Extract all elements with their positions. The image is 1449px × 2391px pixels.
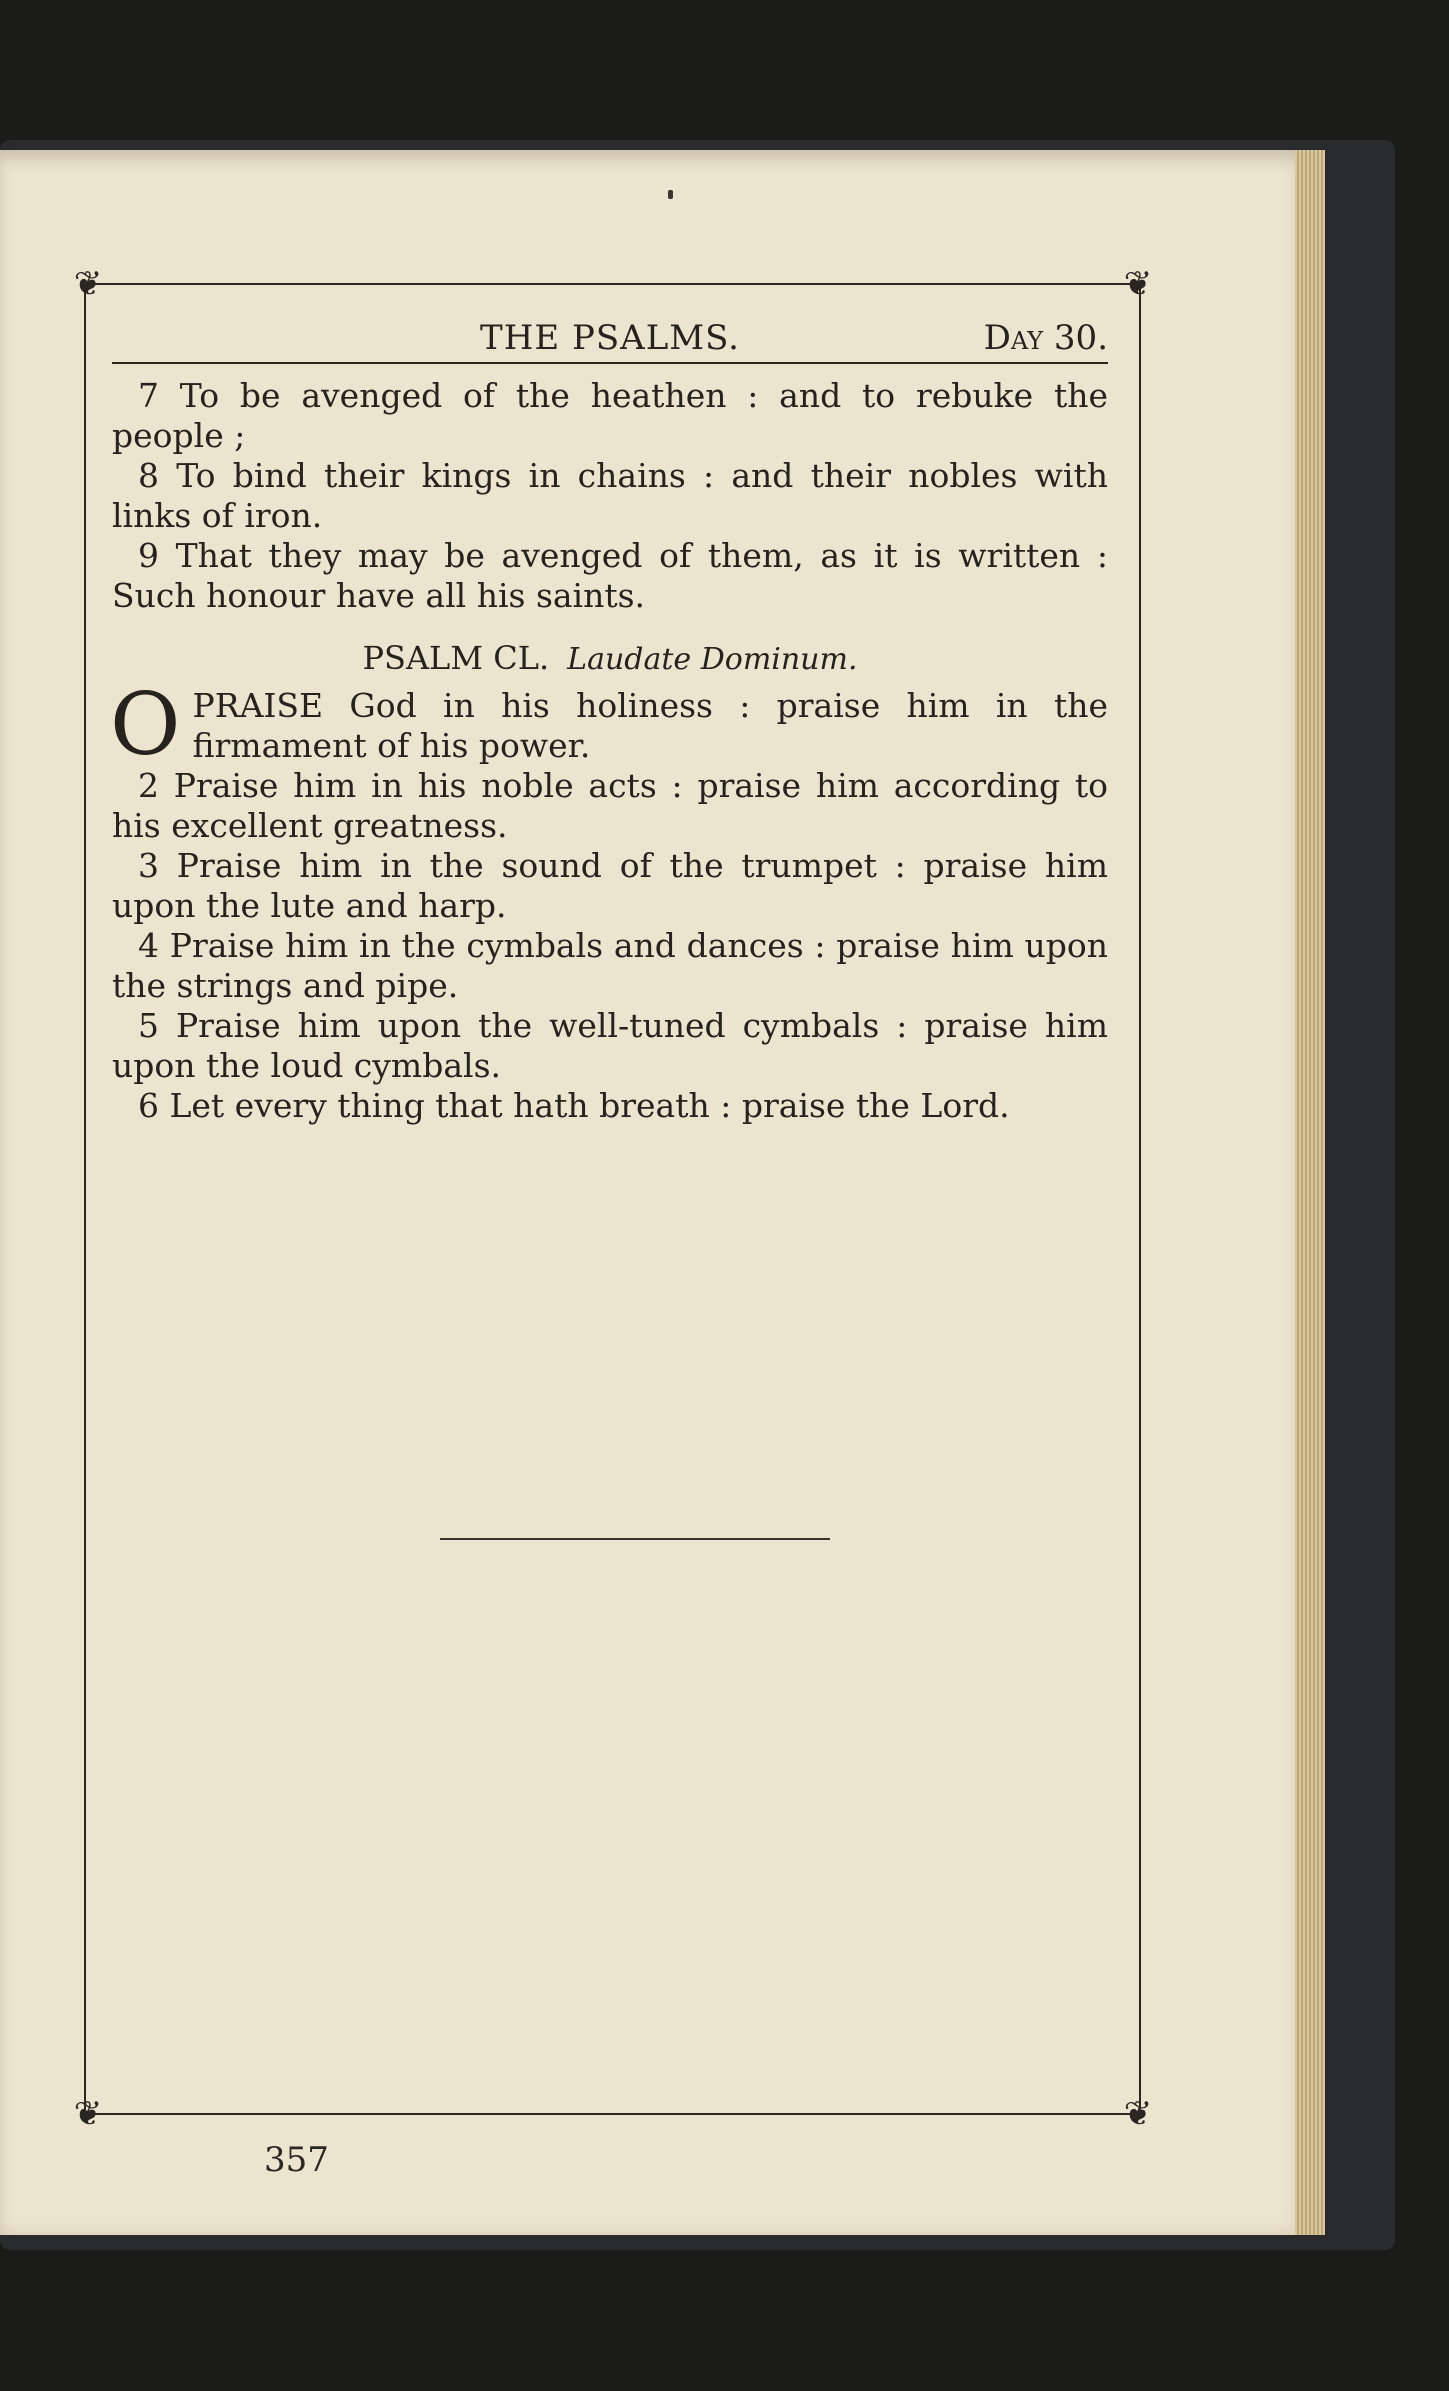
verse: 2 Praise him in his noble acts : praise him according to his excellent greatness. — [112, 766, 1108, 845]
verse: 5 Praise him upon the well-tuned cymbals : praise him upon the loud cymbals. — [112, 1006, 1108, 1085]
page-edges — [1295, 150, 1325, 2235]
psalm-number: PSALM CL. — [362, 639, 550, 677]
verse: 9 That they may be avenged of them, as it is written : Such honour have all his saints. — [112, 536, 1108, 615]
psalm-verses — [110, 675, 1108, 1126]
verse: 8 To bind their kings in chains : and their nobles with links of iron. — [112, 456, 1108, 535]
page-number: 357 — [264, 2140, 329, 2180]
verse: 3 Praise him in the sound of the trumpet : praise him upon the lute and harp. — [112, 846, 1108, 925]
verse-block — [112, 376, 1108, 616]
corner-ornament-icon: ❦ — [1123, 2094, 1153, 2134]
ink-speck — [668, 190, 673, 199]
end-rule — [440, 1538, 830, 1540]
frame-bottom-rule — [84, 2113, 1139, 2115]
corner-ornament-icon: ❦ — [73, 264, 103, 304]
verse: 6 Let every thing that hath breath : praise the Lord. — [138, 1086, 1010, 1125]
psalm-latin-title: Laudate Dominum. — [567, 642, 858, 677]
page-content — [112, 300, 1108, 1126]
frame-top-rule — [84, 283, 1139, 285]
corner-ornament-icon: ❦ — [1123, 264, 1153, 304]
running-header — [112, 300, 1108, 364]
verse-text: PRAISE God in his holiness : praise him in the firmament of his power. — [192, 686, 1108, 765]
verse-first — [110, 675, 1108, 775]
page-title: THE PSALMS. — [480, 318, 740, 358]
corner-ornament-icon: ❦ — [73, 2094, 103, 2134]
psalm-heading — [112, 638, 1108, 680]
verse: 4 Praise him in the cymbals and dances : praise him upon the strings and pipe. — [112, 926, 1108, 1005]
verse: 7 To be avenged of the heathen : and to rebuke the people ; — [112, 376, 1108, 455]
drop-cap: O — [110, 675, 181, 775]
day-label: Day 30. — [983, 318, 1108, 358]
